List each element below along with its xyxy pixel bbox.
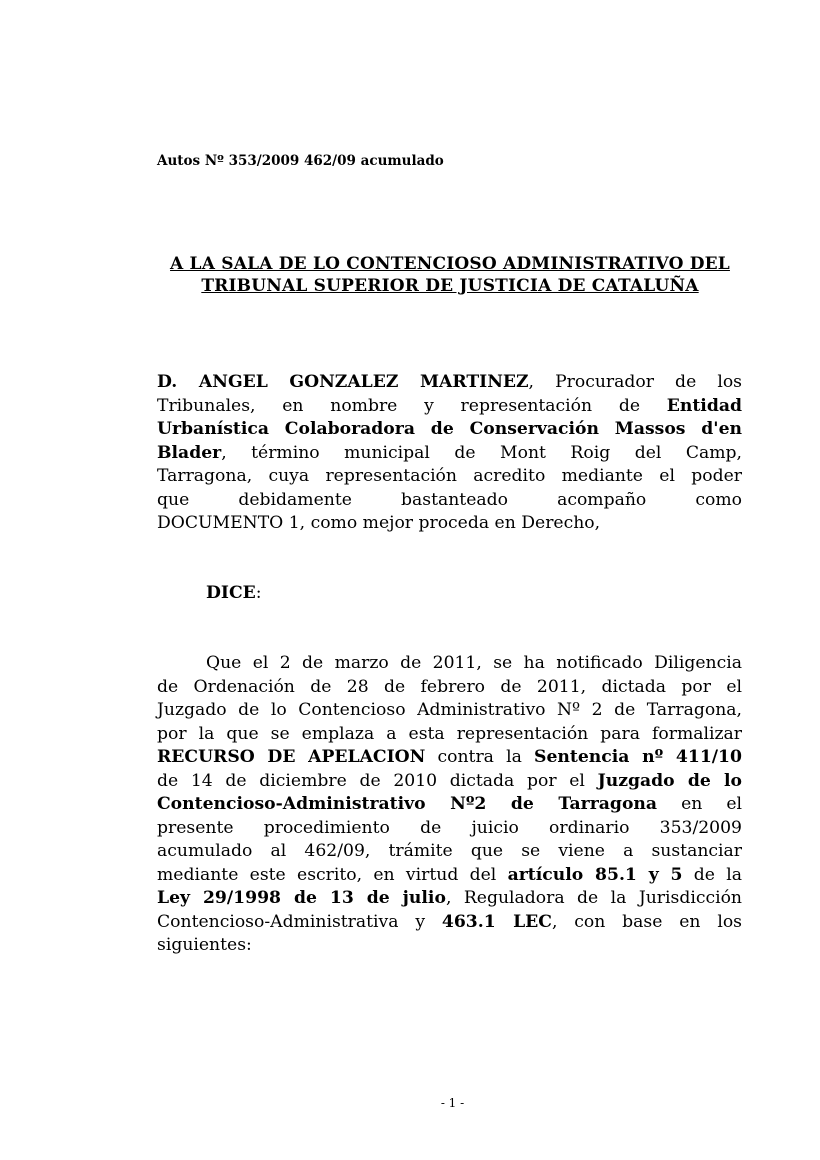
intro-line: Blader, término municipal de Mont Roig del Camp, [157, 442, 742, 463]
body-line: por la que se emplaza a esta representación para formalizar [157, 723, 742, 744]
body-line: Juzgado de lo Contencioso Administrativo Nº 2 de Tarragona, [157, 700, 742, 720]
body-line: Que el 2 de marzo de 2011, se ha notificado Diligencia [206, 653, 742, 673]
intro-line: que debidamente bastanteado acompaño como [157, 489, 742, 510]
body-line: de Ordenación de 28 de febrero de 2011, dictada por el [157, 676, 742, 697]
body-line: mediante este escrito, en virtud del artículo 85.1 y 5 de la [157, 864, 742, 885]
intro-line: Tarragona, cuya representación acredito mediante el poder [157, 466, 742, 486]
body-line: presente procedimiento de juicio ordinario 353/2009 [157, 817, 742, 838]
intro-line: D. ANGEL GONZALEZ MARTINEZ, Procurador de los [157, 372, 742, 392]
body-line: de 14 de diciembre de 2010 dictada por el Juzgado de lo [157, 770, 742, 791]
procurador-name: D. ANGEL GONZALEZ MARTINEZ [157, 372, 529, 392]
body-line: siguientes: [157, 935, 252, 955]
intro-line: DOCUMENTO 1, como mejor proceda en Derecho, [157, 513, 601, 533]
entity-name: Urbanística Colaboradora de Conservación Massos d'en [157, 419, 742, 439]
body-line: Contencioso-Administrativo Nº2 de Tarragona en el [157, 794, 742, 814]
addressee-title-line-2: TRIBUNAL SUPERIOR DE JUSTICIA DE CATALUÑA [201, 276, 699, 296]
body-line: acumulado al 462/09, trámite que se viene a sustanciar [157, 841, 742, 861]
page-number: - 1 - [440, 1096, 465, 1110]
dice-heading: DICE: [206, 583, 262, 603]
addressee-title-line-1: A LA SALA DE LO CONTENCIOSO ADMINISTRATIVO DEL [170, 254, 730, 274]
intro-paragraph [157, 371, 742, 536]
case-reference: Autos Nº 353/2009 462/09 acumulado [157, 153, 444, 169]
body-paragraph [157, 652, 742, 958]
body-line: RECURSO DE APELACION contra la Sentencia nº 411/10 [157, 747, 742, 767]
intro-line: Tribunales, en nombre y representación de Entidad [157, 395, 742, 416]
intro-line [157, 418, 742, 442]
body-line: Ley 29/1998 de 13 de julio, Reguladora de la Jurisdicción [157, 888, 742, 908]
body-line: Contencioso-Administrativa y 463.1 LEC, con base en los [157, 911, 742, 932]
